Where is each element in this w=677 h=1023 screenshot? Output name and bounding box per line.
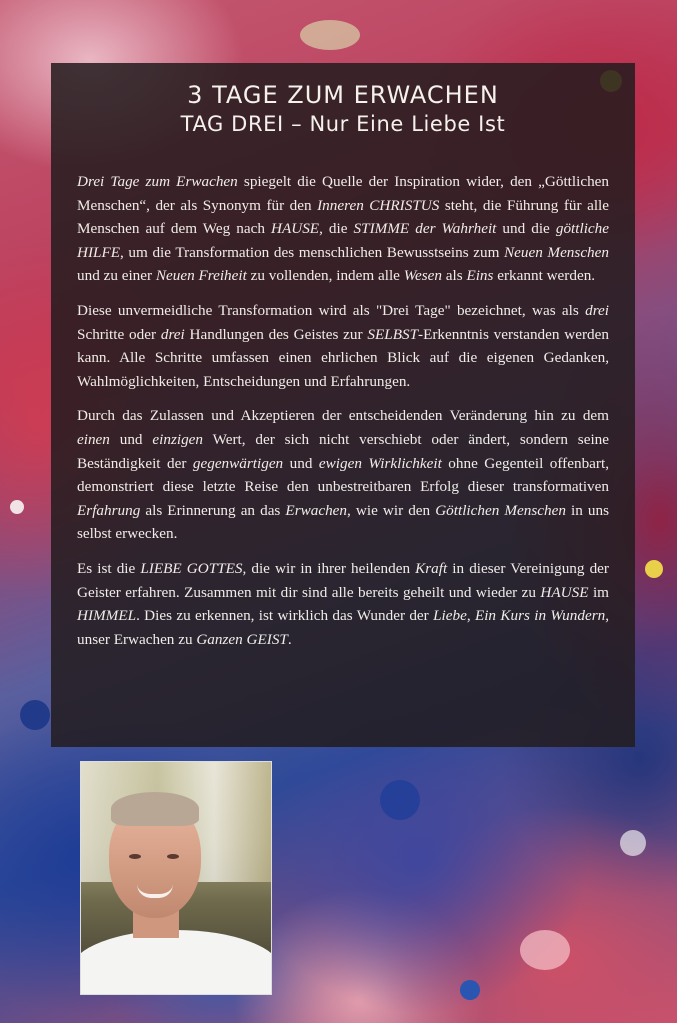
emphasis-text: Erfahrung [77,501,141,519]
body-run: in uns selbst erwecken. [77,501,609,543]
emphasis-text: Kraft [415,559,448,577]
emphasis-text: Drei Tage zum Erwachen [77,173,238,190]
emphasis-text: Inneren CHRISTUS [317,196,440,214]
body-run: , um die Transformation des menschlichen Bewusstseins zum [120,243,505,261]
emphasis-text: Ein Kurs in Wundern [474,607,606,625]
body-run: steht, die Führung für alle Menschen auf dem Weg nach [77,196,610,238]
emphasis-text: HAUSE [540,583,589,601]
body-run: Durch das Zulassen und Akzeptieren der entscheidenden Veränderung hin zu dem [77,407,609,425]
body-run: in dieser Vereinigung der Geister erfahren. Zusammen mit dir sind alle bereits geheilt und wieder zu [77,559,609,601]
emphasis-text: Neuen Menschen [504,243,609,261]
body-run: Es ist die [77,559,141,577]
emphasis-text: Göttlichen Menschen [435,501,566,519]
page-subtitle: TAG DREI – Nur Eine Liebe Ist [180,112,506,136]
emphasis-text: ewigen Wirklichkeit [318,454,442,472]
paragraph-3 [77,404,609,546]
emphasis-text: Neuen Freiheit [155,267,247,285]
body-run: spiegelt die Quelle der Inspiration wider, den „Göttlichen Menschen“, der als Synonym für den [77,173,609,214]
body-run: , die [319,220,354,238]
paragraph-2 [77,299,609,393]
body-run: , [466,607,475,625]
body-run: als [441,267,467,285]
body-run: Schritte oder [77,325,161,343]
paragraph-4 [77,557,609,651]
emphasis-text: Wesen [403,267,442,285]
emphasis-text: drei [160,325,185,343]
emphasis-text: STIMME der Wahrheit [353,220,497,238]
body-run: , die wir in ihrer heilenden [242,559,416,577]
body-run: und [109,430,153,448]
body-run: ohne Gegenteil offenbart, demonstriert diese letzte Reise den unbestreitbaren Erfolg dieser transformativen [77,454,609,496]
emphasis-text: einen [77,430,110,448]
body-run: Diese unvermeidliche Transformation wird als "Drei Tage" bezeichnet, was als [77,301,586,319]
emphasis-text: SELBST [367,325,419,343]
emphasis-text: Eins [466,267,494,285]
emphasis-text: gegenwärtigen [192,454,284,472]
emphasis-text: HIMMEL [77,607,137,625]
body-run: . Dies zu erkennen, ist wirklich das Wunder der [136,607,434,625]
text-panel [51,63,635,747]
body-run: Handlungen des Geistes zur [184,325,368,343]
body-run: . [287,630,292,648]
emphasis-text: HAUSE [271,220,320,238]
emphasis-text: göttliche HILFE [77,220,609,261]
body-run: erkannt werden. [493,267,596,285]
body-run: und [283,454,319,472]
body-run: -Erkenntnis verstanden werden kann. Alle Schritte umfassen einen ehrlichen Blick auf die eigenen Gedanken, Wahlmöglichkeiten, Entscheidungen und Erfahrungen. [77,325,609,390]
body-run: Wert, der sich nicht verschiebt oder ändert, sondern seine Beständigkeit der [77,430,610,472]
body-run: als Erinnerung an das [140,501,286,519]
emphasis-text: Ganzen GEIST [196,630,288,648]
body-run: und zu einer [77,267,156,285]
emphasis-text: LIEBE GOTTES [140,559,243,577]
body-run: im [588,583,609,601]
emphasis-text: drei [585,301,609,319]
emphasis-text: Liebe [433,607,467,625]
emphasis-text: einzigen [152,430,204,448]
author-photo [80,761,272,995]
body-run: und die [496,220,556,238]
body-run: zu vollenden, indem alle [246,267,404,285]
body-run: , unser Erwachen zu [77,607,609,648]
paragraph-1 [77,170,609,288]
page-title: 3 TAGE ZUM ERWACHEN [187,81,499,109]
body-run: , wie wir den [347,501,436,519]
emphasis-text: Erwachen [285,501,348,519]
body-text [77,170,609,651]
